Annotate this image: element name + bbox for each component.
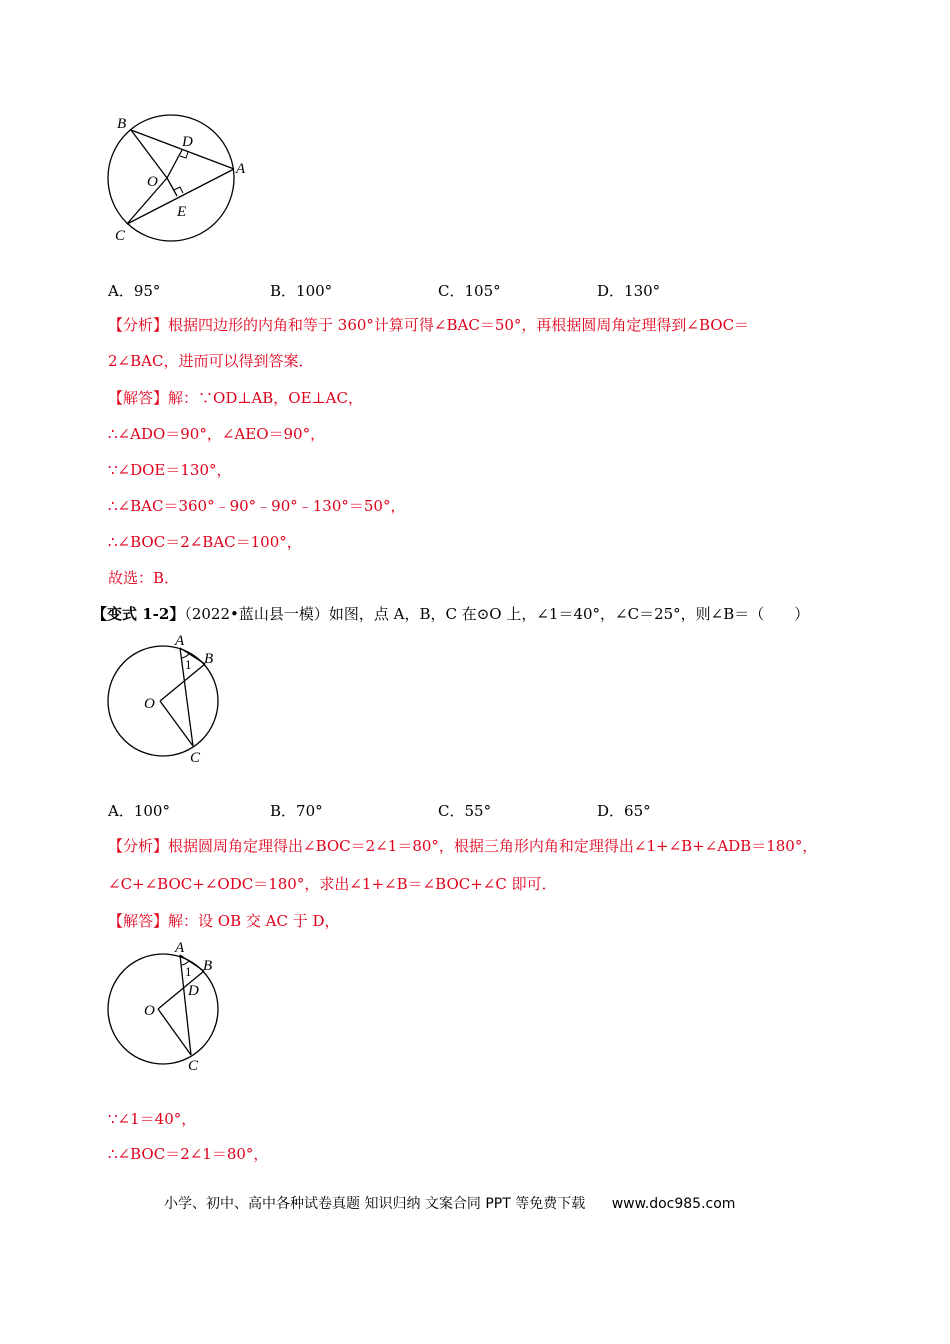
label-b: B bbox=[203, 958, 213, 974]
solution-text: 解：∵OD⊥AB，OE⊥AC， bbox=[168, 389, 363, 407]
label-c: C bbox=[190, 750, 201, 766]
q1-solution-line6: 故选：B． bbox=[108, 569, 180, 587]
right-angle-mark-d bbox=[180, 152, 188, 158]
footer-text: 小学、初中、高中各种试卷真题 知识归纳 文案合同 PPT 等免费下载 bbox=[164, 1196, 586, 1212]
label-angle-1: 1 bbox=[185, 964, 192, 979]
q2-solution-intro bbox=[108, 911, 340, 931]
q2-solution-line1: ∵∠1＝40°， bbox=[108, 1110, 197, 1128]
segment-od bbox=[167, 150, 182, 178]
q1-option-c bbox=[438, 281, 501, 301]
analysis-text: 根据圆周角定理得出∠BOC＝2∠1＝80°，根据三角形内角和定理得出∠1+∠B+∠ADB＝180°， bbox=[168, 837, 818, 855]
q1-solution-line1 bbox=[108, 388, 363, 408]
option-value: 100° bbox=[133, 802, 170, 820]
q1-analysis-line2: 2∠BAC，进而可以得到答案． bbox=[108, 352, 314, 370]
segment-ab bbox=[180, 955, 204, 971]
q2-option-a bbox=[108, 801, 170, 821]
option-value: 105° bbox=[464, 282, 501, 300]
q2-option-b bbox=[270, 801, 323, 821]
option-value: 70° bbox=[296, 802, 323, 820]
label-a: A bbox=[236, 161, 246, 177]
q2-analysis-line2: ∠C+∠BOC+∠ODC＝180°，求出∠1+∠B＝∠BOC+∠C 即可． bbox=[108, 875, 557, 893]
analysis-text: 根据四边形的内角和等于 360°计算可得∠BAC＝50°，再根据圆周角定理得到∠BOC＝ bbox=[168, 316, 750, 334]
footer bbox=[164, 1193, 735, 1213]
q2-option-d bbox=[597, 801, 651, 821]
label-b: B bbox=[204, 651, 214, 667]
analysis-tag: 【分析】 bbox=[108, 316, 169, 334]
option-value: 65° bbox=[624, 802, 651, 820]
segment-oe bbox=[167, 178, 177, 196]
footer-url[interactable]: www.doc985.com bbox=[611, 1196, 736, 1212]
label-o: O bbox=[144, 696, 155, 712]
option-letter: C． bbox=[438, 282, 465, 300]
q1-option-d bbox=[597, 281, 660, 301]
label-c: C bbox=[115, 228, 126, 244]
segment-ab bbox=[180, 648, 205, 664]
option-value: 55° bbox=[464, 802, 492, 820]
label-d: D bbox=[182, 134, 193, 150]
q1-option-b bbox=[270, 281, 332, 301]
label-o: O bbox=[147, 174, 158, 190]
label-a: A bbox=[175, 940, 185, 956]
option-value: 100° bbox=[296, 282, 333, 300]
q1-solution-line5: ∴∠BOC＝2∠BAC＝100°， bbox=[108, 533, 302, 551]
circle-o bbox=[108, 954, 218, 1064]
label-b: B bbox=[117, 116, 127, 132]
option-value: 95° bbox=[133, 282, 161, 300]
q1-option-a bbox=[108, 281, 160, 301]
figure-circle-angles-with-d bbox=[0, 935, 950, 1075]
option-letter: D． bbox=[597, 802, 625, 820]
figure-circle-angles bbox=[0, 620, 950, 770]
label-e: E bbox=[177, 204, 187, 220]
q1-solution-line3: ∵∠DOE＝130°， bbox=[108, 461, 232, 479]
analysis-tag: 【分析】 bbox=[108, 837, 169, 855]
q1-analysis-line1 bbox=[108, 315, 749, 335]
q2-option-c bbox=[438, 801, 491, 821]
solution-text: 解：设 OB 交 AC 于 D， bbox=[168, 912, 340, 930]
option-letter: A． bbox=[108, 802, 134, 820]
solution-tag: 【解答】 bbox=[108, 912, 169, 930]
q1-solution-line2: ∴∠ADO＝90°，∠AEO＝90°， bbox=[108, 425, 326, 443]
label-d: D bbox=[188, 983, 199, 999]
question-text: （2022•蓝山县一模）如图，点 A，B，C 在⊙O 上，∠1＝40°，∠C＝25°，则∠B＝（ ） bbox=[184, 605, 810, 623]
option-value: 130° bbox=[624, 282, 661, 300]
label-o: O bbox=[144, 1003, 155, 1019]
label-c: C bbox=[188, 1058, 199, 1074]
figure-circle-quadrilateral bbox=[0, 0, 950, 260]
question-tag: 【变式 1-2】 bbox=[92, 605, 185, 623]
label-a: A bbox=[175, 633, 185, 649]
label-angle-1: 1 bbox=[185, 657, 192, 672]
solution-tag: 【解答】 bbox=[108, 389, 169, 407]
option-letter: D． bbox=[597, 282, 625, 300]
q1-solution-line4: ∴∠BAC＝360°﹣90°﹣90°﹣130°＝50°， bbox=[108, 497, 406, 515]
option-letter: C． bbox=[438, 802, 465, 820]
option-letter: B． bbox=[270, 802, 297, 820]
q2-solution-line2: ∴∠BOC＝2∠1＝80°， bbox=[108, 1145, 269, 1163]
q2-analysis-line1 bbox=[108, 836, 817, 856]
option-letter: B． bbox=[270, 282, 297, 300]
option-letter: A． bbox=[108, 282, 134, 300]
